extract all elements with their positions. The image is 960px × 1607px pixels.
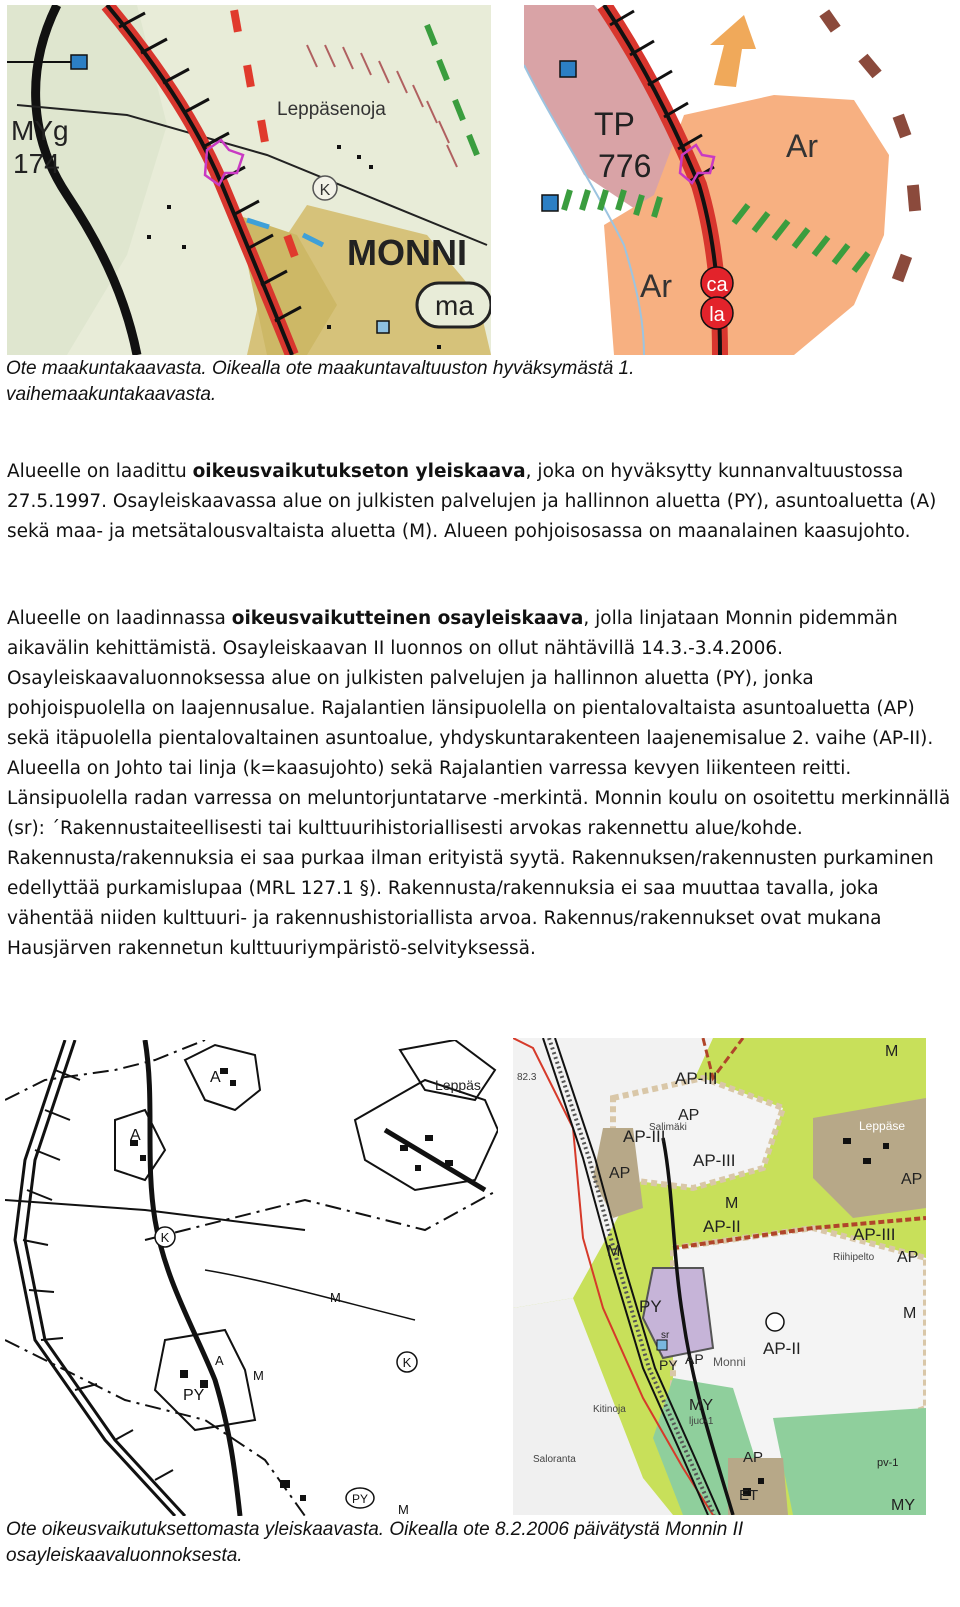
map-label-174: 174	[13, 148, 60, 179]
map-label-ljuo-1: ljuo-1	[689, 1416, 714, 1427]
map-label-leppase: Leppäse	[859, 1119, 906, 1133]
map-label-ar-1: Ar	[786, 128, 818, 164]
map-label-ap-ii-1: AP-II	[703, 1217, 741, 1236]
map-label-monni: MONNI	[347, 232, 467, 273]
regional-plan-map	[7, 5, 491, 355]
map-label-ap-ii-2: AP-II	[763, 1339, 801, 1358]
map-label-kitinoja: Kitinoja	[593, 1404, 626, 1415]
top-caption-line-1: Ote maakuntakaavasta. Oikealla ote maakuntavaltuuston hyväksymästä 1.	[6, 358, 635, 379]
map-label-a-3: A	[215, 1353, 224, 1368]
map-label-m-2: M	[253, 1368, 264, 1383]
map-label-py-2: PY	[659, 1357, 678, 1373]
map-label-salimaki: Salimäki	[649, 1122, 687, 1133]
map-label-ap-3: AP	[901, 1171, 923, 1188]
map-label-ap-5: AP	[685, 1351, 704, 1367]
map-label-ar-2: Ar	[640, 268, 672, 304]
map-label-tp: TP	[594, 106, 635, 142]
phase1-regional-plan-map-graphic	[524, 5, 926, 355]
map-label-saloranta: Saloranta	[533, 1454, 576, 1465]
map-label-ap-iii-2: AP-III	[623, 1127, 666, 1146]
top-figure-caption	[6, 356, 634, 408]
map-label-ap-iii-1: AP-III	[675, 1069, 718, 1088]
paragraph1-text-end: , joka on hyväksytty kunnanvaltuustossa 27.5.1997. Osayleiskaavassa alue on julkisten palvelujen ja hallinnon aluetta (PY), asuntoaluetta (A) sekä maa- ja metsätalousvaltaista aluetta (M). Alueen pohjoisosassa on maanalainen kaasujohto.	[7, 461, 937, 542]
map-label-776: 776	[598, 148, 652, 184]
bottom-caption-line-1: Ote oikeusvaikutuksettomasta yleiskaavasta. Oikealla ote 8.2.2006 päivätystä Monnin II	[6, 1519, 744, 1540]
map-label-m-top: M	[885, 1043, 899, 1060]
monni-ii-draft-plan-map-graphic	[513, 1038, 926, 1515]
monni-ii-draft-plan-map	[513, 1038, 926, 1515]
map-label-ap-iii-3: AP-III	[693, 1151, 736, 1170]
legacy-general-plan-map	[5, 1040, 498, 1516]
top-caption-line-2: vaihemaakuntakaavasta.	[6, 384, 217, 405]
legacy-general-plan-map-graphic	[5, 1040, 498, 1516]
map-label-k: K	[319, 182, 331, 199]
paragraph-general-plan	[7, 457, 957, 547]
map-label-riihipelto: Riihipelto	[833, 1252, 875, 1263]
map-label-monni: Monni	[713, 1355, 746, 1369]
bottom-figure-caption	[6, 1517, 743, 1569]
map-label-ma: ma	[435, 290, 474, 321]
map-label-m-1: M	[330, 1290, 341, 1305]
paragraph1-text-start: Alueelle on laadittu	[7, 461, 193, 482]
map-label-py-circle: PY	[351, 1492, 369, 1506]
map-label-m-3: M	[607, 1243, 621, 1260]
map-label-leppas: Leppäs	[435, 1077, 481, 1093]
map-label-m-3: M	[398, 1502, 409, 1516]
map-label-my-2: MY	[891, 1497, 915, 1514]
paragraph2-text-end: , jolla linjataan Monnin pidemmän aikavälin kehittämistä. Osayleiskaavan II luonnos on ollut nähtävillä 14.3.-3.4.2006. Osayleiskaavaluonnoksessa alue on julkisten palvelujen ja hallinnon aluetta (PY), jonka pohjoispuolella on laajennusalue. Rajalantien länsipuolella on pientalovaltaista asuntoaluetta (AP) sekä itäpuolella pientalovaltainen asuntoalue, yhdyskuntarakenteen laajenemisalue 2. vaihe (AP-II). Alueella on Johto tai linja (k=kaasujohto) sekä Rajalantien varressa kevyen liikenteen reitti. Länsipuolella radan varressa on meluntorjuntatarve -merkintä. Monnin koulu on osoitettu merkinnällä (sr): ´Rakennustaiteellisesti tai kulttuurihistoriallisesti arvokas rakennettu alue/kohde. Rakennusta/rakennuksia ei saa purkaa ilman erityistä syytä. Rakennuksen/rakennusten purkaminen edellyttää purkamislupaa (MRL 127.1 §). Rakennusta/rakennuksia ei saa muuttaa tavalla, joka vähentää niiden kulttuuri- ja rakennushistoriallista arvoa. Rakennus/rakennukset ovat mukana Hausjärven rakennetun kulttuuriympäristö-selvityksessä.	[7, 608, 951, 959]
map-label-pv-1: pv-1	[877, 1457, 899, 1469]
map-label-ap-iii-4: AP-III	[853, 1225, 896, 1244]
paragraph1-bold-term: oikeusvaikutukseton yleiskaava	[192, 461, 526, 482]
map-label-myg: MYg	[11, 115, 69, 146]
map-label-a-2: A	[130, 1127, 141, 1144]
map-label-leppasenoja: Leppäsenoja	[277, 99, 386, 120]
map-label-k-2: K	[402, 1355, 412, 1370]
map-label-m-4: M	[903, 1305, 917, 1322]
paragraph2-bold-term: oikeusvaikutteinen osayleiskaava	[231, 608, 584, 629]
paragraph-component-master-plan	[7, 604, 957, 964]
map-label-sr: sr	[661, 1330, 670, 1341]
map-label-et: ET	[739, 1487, 759, 1504]
paragraph2-text-start: Alueelle on laadinnassa	[7, 608, 232, 629]
map-label-py: PY	[183, 1387, 205, 1404]
map-label-ap-2: AP	[609, 1165, 631, 1182]
regional-plan-map-graphic	[7, 5, 491, 355]
map-label-my-1: MY	[689, 1397, 713, 1414]
map-label-82-3: 82.3	[517, 1072, 537, 1083]
map-label-la: la	[709, 304, 725, 326]
map-label-ca: ca	[706, 274, 728, 296]
map-label-py-1: PY	[639, 1297, 662, 1316]
map-label-ap-6: AP	[743, 1449, 764, 1466]
map-label-a-1: A	[210, 1069, 221, 1086]
map-label-k-1: K	[160, 1230, 170, 1245]
map-label-m-2: M	[725, 1195, 739, 1212]
phase1-regional-plan-map	[524, 5, 926, 355]
map-label-ap-4: AP	[897, 1249, 919, 1266]
map-label-ap-1: AP	[678, 1107, 700, 1124]
bottom-caption-line-2: osayleiskaavaluonnoksesta.	[6, 1545, 243, 1566]
